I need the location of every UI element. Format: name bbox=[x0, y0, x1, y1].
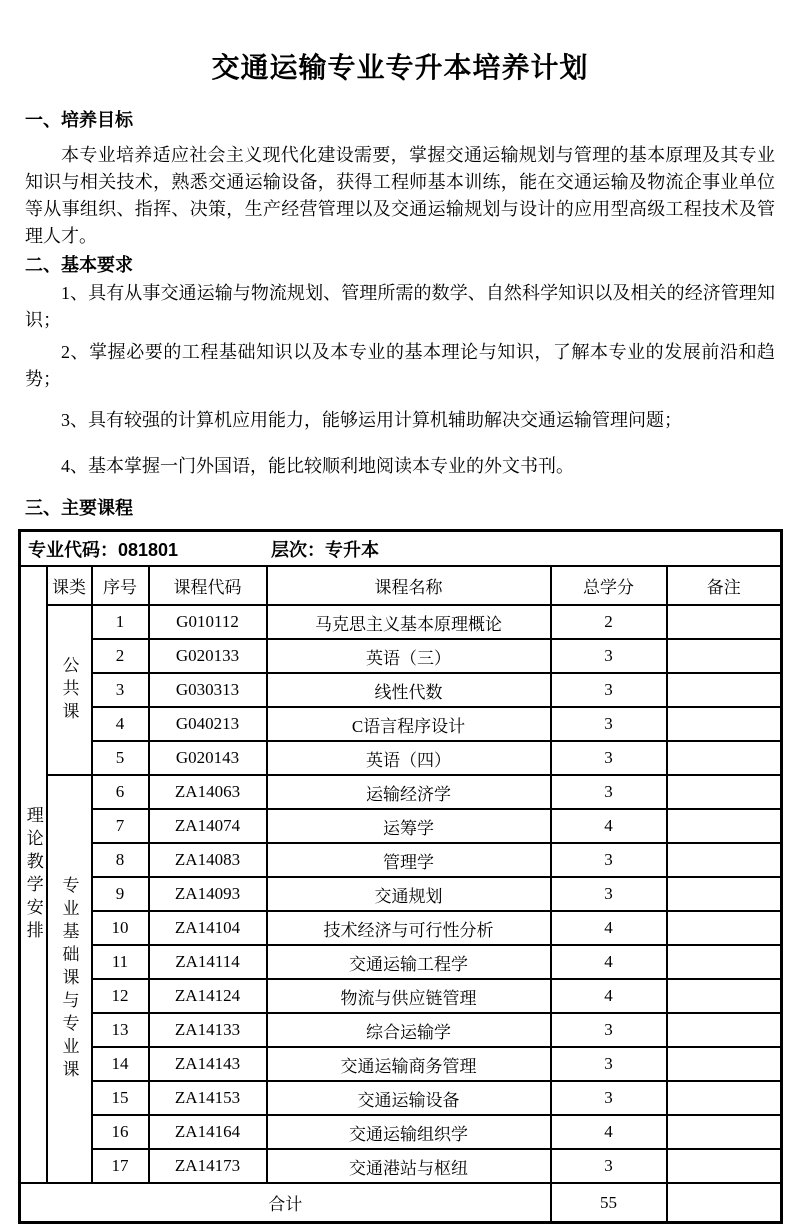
course-credits: 3 bbox=[551, 707, 667, 741]
course-credits: 3 bbox=[551, 775, 667, 809]
course-index: 2 bbox=[92, 639, 149, 673]
course-credits: 3 bbox=[551, 741, 667, 775]
course-row-1 bbox=[20, 605, 782, 639]
course-note bbox=[667, 979, 782, 1013]
course-index: 14 bbox=[92, 1047, 149, 1081]
course-credits: 4 bbox=[551, 911, 667, 945]
course-credits: 3 bbox=[551, 843, 667, 877]
course-row-7 bbox=[20, 809, 782, 843]
course-row-13 bbox=[20, 1013, 782, 1047]
course-name: 交通规划 bbox=[267, 877, 551, 911]
stage-label-cell bbox=[20, 566, 47, 1183]
goal-paragraph: 本专业培养适应社会主义现代化建设需要，掌握交通运输规划与管理的基本原理及其专业知识与相关技术，熟悉交通运输设备，获得工程师基本训练，能在交通运输及物流企事业单位等从事组织、指挥、决策，生产经营管理以及交通运输规划与设计的应用型高级工程技术及管理人才。 bbox=[25, 145, 775, 246]
course-code: ZA14153 bbox=[149, 1081, 267, 1115]
total-credits-cell: 55 bbox=[551, 1183, 667, 1223]
course-code: ZA14114 bbox=[149, 945, 267, 979]
course-table bbox=[18, 529, 783, 1224]
course-name: 运筹学 bbox=[267, 809, 551, 843]
course-credits: 3 bbox=[551, 877, 667, 911]
course-credits: 3 bbox=[551, 1149, 667, 1183]
course-credits: 2 bbox=[551, 605, 667, 639]
course-row-6 bbox=[20, 775, 782, 809]
course-row-3 bbox=[20, 673, 782, 707]
course-row-15 bbox=[20, 1081, 782, 1115]
requirement-item-3: 3、具有较强的计算机应用能力，能够运用计算机辅助解决交通运输管理问题； bbox=[61, 410, 682, 430]
course-code: ZA14124 bbox=[149, 979, 267, 1013]
course-row-17 bbox=[20, 1149, 782, 1183]
course-note bbox=[667, 707, 782, 741]
course-row-8 bbox=[20, 843, 782, 877]
course-name: 运输经济学 bbox=[267, 775, 551, 809]
course-code: ZA14143 bbox=[149, 1047, 267, 1081]
course-note bbox=[667, 1115, 782, 1149]
course-note bbox=[667, 1013, 782, 1047]
total-label-cell: 合计 bbox=[20, 1183, 551, 1223]
course-row-5 bbox=[20, 741, 782, 775]
col-header-note: 备注 bbox=[667, 566, 782, 605]
course-row-4 bbox=[20, 707, 782, 741]
course-index: 3 bbox=[92, 673, 149, 707]
course-row-16 bbox=[20, 1115, 782, 1149]
table-meta-row bbox=[20, 531, 782, 567]
course-credits: 4 bbox=[551, 1115, 667, 1149]
course-name: 英语（三） bbox=[267, 639, 551, 673]
course-note bbox=[667, 639, 782, 673]
course-credits: 3 bbox=[551, 673, 667, 707]
course-note bbox=[667, 741, 782, 775]
course-row-12 bbox=[20, 979, 782, 1013]
course-index: 13 bbox=[92, 1013, 149, 1047]
course-name: 交通港站与枢纽 bbox=[267, 1149, 551, 1183]
course-code: ZA14083 bbox=[149, 843, 267, 877]
col-header-category: 课类 bbox=[47, 566, 92, 605]
course-note bbox=[667, 843, 782, 877]
course-category-label: 公共课 bbox=[59, 656, 79, 725]
course-index: 11 bbox=[92, 945, 149, 979]
col-header-code: 课程代码 bbox=[149, 566, 267, 605]
course-index: 8 bbox=[92, 843, 149, 877]
course-note bbox=[667, 877, 782, 911]
major-code-label: 专业代码：081801 bbox=[28, 539, 179, 560]
course-code: G020133 bbox=[149, 639, 267, 673]
total-note-cell bbox=[667, 1183, 782, 1223]
course-name: 综合运输学 bbox=[267, 1013, 551, 1047]
course-index: 16 bbox=[92, 1115, 149, 1149]
course-row-14 bbox=[20, 1047, 782, 1081]
course-name: 物流与供应链管理 bbox=[267, 979, 551, 1013]
course-row-2 bbox=[20, 639, 782, 673]
course-row-10 bbox=[20, 911, 782, 945]
course-row-11 bbox=[20, 945, 782, 979]
course-code: ZA14164 bbox=[149, 1115, 267, 1149]
course-row-9 bbox=[20, 877, 782, 911]
course-credits: 3 bbox=[551, 1081, 667, 1115]
course-name: 交通运输工程学 bbox=[267, 945, 551, 979]
course-credits: 3 bbox=[551, 1047, 667, 1081]
section-heading-requirements: 二、基本要求 bbox=[25, 255, 133, 275]
section-heading-goal: 一、培养目标 bbox=[25, 110, 133, 130]
course-index: 9 bbox=[92, 877, 149, 911]
course-code: ZA14074 bbox=[149, 809, 267, 843]
table-meta-cell bbox=[20, 531, 782, 567]
course-index: 12 bbox=[92, 979, 149, 1013]
course-code: ZA14093 bbox=[149, 877, 267, 911]
course-credits: 4 bbox=[551, 945, 667, 979]
course-code: G020143 bbox=[149, 741, 267, 775]
course-code: G030313 bbox=[149, 673, 267, 707]
level-label: 层次：专升本 bbox=[271, 539, 380, 560]
course-code: ZA14133 bbox=[149, 1013, 267, 1047]
course-credits: 4 bbox=[551, 979, 667, 1013]
course-code: ZA14104 bbox=[149, 911, 267, 945]
course-index: 1 bbox=[92, 605, 149, 639]
course-name: 交通运输组织学 bbox=[267, 1115, 551, 1149]
course-name: 交通运输商务管理 bbox=[267, 1047, 551, 1081]
course-note bbox=[667, 1149, 782, 1183]
course-category-cell bbox=[47, 775, 92, 1183]
requirement-item-4: 4、基本掌握一门外国语，能比较顺利地阅读本专业的外文书刊。 bbox=[61, 456, 574, 476]
course-name: 线性代数 bbox=[267, 673, 551, 707]
course-name: 马克思主义基本原理概论 bbox=[267, 605, 551, 639]
course-note bbox=[667, 673, 782, 707]
col-header-name: 课程名称 bbox=[267, 566, 551, 605]
course-note bbox=[667, 1047, 782, 1081]
course-index: 4 bbox=[92, 707, 149, 741]
col-header-credits: 总学分 bbox=[551, 566, 667, 605]
course-index: 10 bbox=[92, 911, 149, 945]
course-index: 5 bbox=[92, 741, 149, 775]
requirement-item-1: 1、具有从事交通运输与物流规划、管理所需的数学、自然科学知识以及相关的经济管理知识； bbox=[25, 283, 775, 330]
course-category-cell bbox=[47, 605, 92, 775]
course-name: 英语（四） bbox=[267, 741, 551, 775]
requirement-item-2: 2、掌握必要的工程基础知识以及本专业的基本理论与知识，了解本专业的发展前沿和趋势； bbox=[25, 342, 775, 389]
course-note bbox=[667, 911, 782, 945]
page-title: 交通运输专业专升本培养计划 bbox=[211, 52, 589, 83]
course-code: ZA14173 bbox=[149, 1149, 267, 1183]
section-heading-courses: 三、主要课程 bbox=[25, 498, 133, 518]
course-index: 6 bbox=[92, 775, 149, 809]
course-note bbox=[667, 809, 782, 843]
course-name: C语言程序设计 bbox=[267, 707, 551, 741]
course-index: 17 bbox=[92, 1149, 149, 1183]
course-index: 7 bbox=[92, 809, 149, 843]
course-note bbox=[667, 945, 782, 979]
course-index: 15 bbox=[92, 1081, 149, 1115]
course-credits: 3 bbox=[551, 1013, 667, 1047]
course-name: 交通运输设备 bbox=[267, 1081, 551, 1115]
table-header-row bbox=[20, 566, 782, 605]
course-code: G040213 bbox=[149, 707, 267, 741]
course-code: G010112 bbox=[149, 605, 267, 639]
table-total-row bbox=[20, 1183, 782, 1223]
course-credits: 4 bbox=[551, 809, 667, 843]
course-name: 技术经济与可行性分析 bbox=[267, 911, 551, 945]
course-note bbox=[667, 775, 782, 809]
course-code: ZA14063 bbox=[149, 775, 267, 809]
course-name: 管理学 bbox=[267, 843, 551, 877]
course-note bbox=[667, 1081, 782, 1115]
course-note bbox=[667, 605, 782, 639]
course-credits: 3 bbox=[551, 639, 667, 673]
col-header-index: 序号 bbox=[92, 566, 149, 605]
course-category-label: 专业基础课与专业课 bbox=[59, 876, 79, 1083]
stage-label: 理论教学安排 bbox=[23, 806, 43, 944]
